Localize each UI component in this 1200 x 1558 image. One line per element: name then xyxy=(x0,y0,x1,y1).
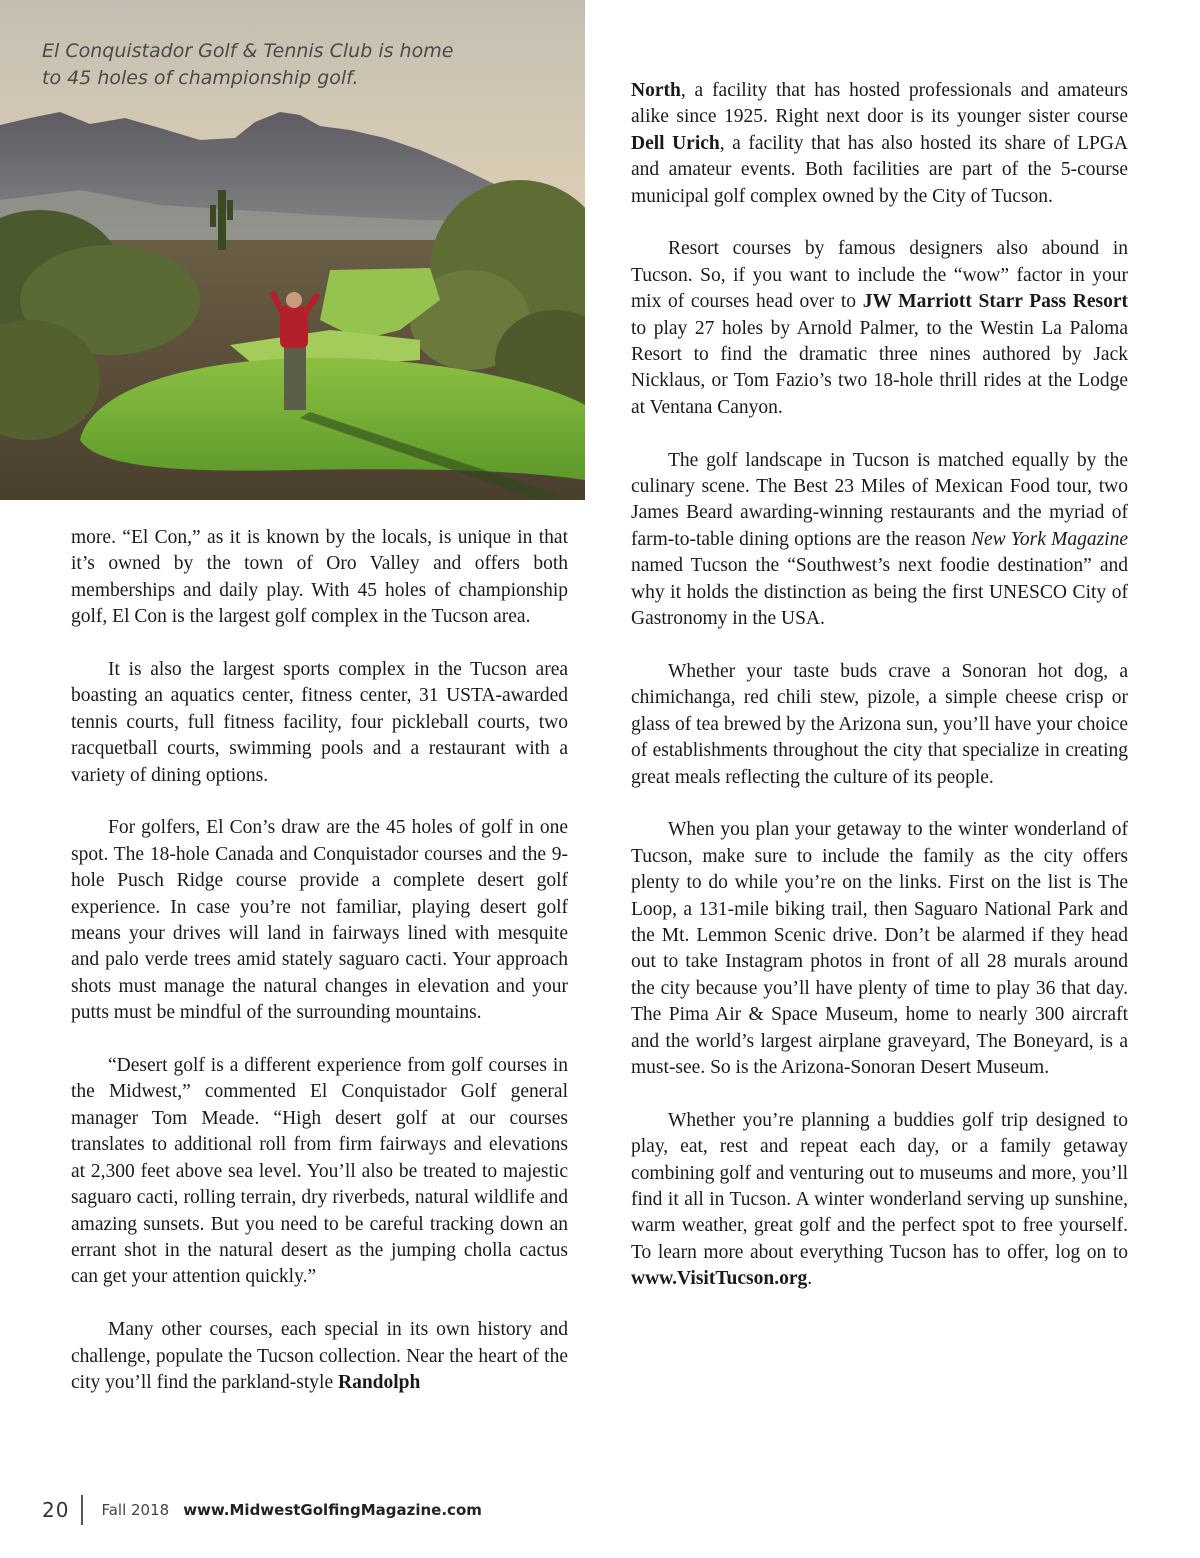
left-paragraph-3: For golfers, El Con’s draw are the 45 holes of golf in one spot. The 18-hole Canada and Conquistador courses and the 9-hole Pusch Ridge course provide a complete desert golf experience. In case you’re not familiar, playing desert golf means your drives will land in fairways lined with mesquite and palo verde trees amid stately saguaro cacti. Your approach shots must manage the natural changes in elevation and your putts must be mindful of the surrounding mountains. xyxy=(71,817,568,1024)
footer-divider xyxy=(81,1495,83,1525)
left-paragraph-1: more. “El Con,” as it is known by the locals, is unique in that it’s owned by the town of Oro Valley and offers both memberships and daily play. With 45 holes of championship golf, El Con is the largest golf complex in the Tucson area. xyxy=(71,527,568,628)
right-paragraph-2 xyxy=(631,236,1128,421)
right-paragraph-2-text-b: to play 27 holes by Arnold Palmer, to the Westin La Paloma Resort to find the dramatic three nines authored by Jack Nicklaus, or Tom Fazio’s two 18-hole thrill rides at the Lodge at Ventana Canyon. xyxy=(631,317,1128,418)
photo-caption: El Conquistador Golf & Tennis Club is home to 45 holes of championship golf. xyxy=(42,40,454,89)
right-paragraph-4: Whether your taste buds crave a Sonoran hot dog, a chimichanga, red chili stew, pizole, a simple cheese crisp or glass of tea brewed by the Arizona sun, you’ll have your choice of establishments throughout the city that specialize in creating great meals reflecting the culture of its people. xyxy=(631,660,1128,788)
right-paragraph-6 xyxy=(631,1108,1128,1293)
right-paragraph-1-text-b: , a facility that has also hosted its share of LPGA and amateur events. Both facilities are part of the 5-course municipal golf complex owned by the City of Tucson. xyxy=(631,132,1128,207)
right-paragraph-5: When you plan your getaway to the winter wonderland of Tucson, make sure to include the family as the city offers plenty to do while you’re on the links. First on the list is The Loop, a 131-mile biking trail, then Saguaro National Park and the Mt. Lemmon Scenic drive. Don’t be alarmed if they head out to take Instagram photos in front of all 28 murals around the city because you’ll have plenty of time to play 36 that day. The Pima Air & Space Museum, home to nearly 300 aircraft and the world’s largest airplane graveyard, The Boneyard, is a must-see. So is the Arizona-Sonoran Desert Museum. xyxy=(631,819,1128,1078)
right-paragraph-1 xyxy=(631,78,1128,210)
right-paragraph-6-end: . xyxy=(807,1268,813,1290)
page-footer xyxy=(42,1494,482,1526)
right-paragraph-3-text-b: named Tucson the “Southwest’s next foodie destination” and why it holds the distinction as being the first UNESCO City of Gastronomy in the USA. xyxy=(631,555,1128,630)
randolph-name: Randolph xyxy=(337,1371,421,1393)
visit-tucson-link[interactable]: www.VisitTucson.org xyxy=(631,1268,808,1290)
right-paragraph-3-text-a: The golf landscape in Tucson is matched equally by the culinary scene. The Best 23 Miles of Mexican Food tour, two James Beard awarding-winning restaurants and the myriad of farm-to-table dining options are the reason xyxy=(631,449,1128,550)
randolph-north-name: North xyxy=(631,80,681,101)
right-paragraph-3 xyxy=(631,448,1128,633)
golf-course-photo xyxy=(0,0,585,500)
issue-label: Fall 2018 xyxy=(101,1501,170,1519)
right-paragraph-2-text-a: Resort courses by famous designers also abound in Tucson. So, if you want to include the “wow” factor in your mix of courses head over to xyxy=(631,238,1128,313)
left-column xyxy=(71,525,568,1396)
left-paragraph-5 xyxy=(71,1317,568,1396)
website-link[interactable]: www.MidwestGolfingMagazine.com xyxy=(183,1501,482,1519)
dell-urich-name: Dell Urich xyxy=(631,132,720,154)
left-paragraph-5-text: Many other courses, each special in its own history and challenge, populate the Tucson collection. Near the heart of the city you’ll find the parkland-style xyxy=(71,1319,568,1393)
page-number: 20 xyxy=(42,1498,70,1522)
left-paragraph-4: “Desert golf is a different experience from golf courses in the Midwest,” commented El Conquistador Golf general manager Tom Meade. “High desert golf at our courses translates to additional roll from firm fairways and elevations at 2,300 feet above sea level. You’ll also be treated to majestic saguaro cacti, rolling terrain, dry riverbeds, natural wildlife and amazing sunsets. But you need to be careful tracking down an errant shot in the natural desert as the jumping cholla cactus can get your attention quickly.” xyxy=(71,1055,568,1288)
left-paragraph-2: It is also the largest sports complex in the Tucson area boasting an aquatics center, fitness center, 31 USTA-awarded tennis courts, full fitness facility, four pickleball courts, two racquetball courts, swimming pools and a restaurant with a variety of dining options. xyxy=(71,659,568,786)
magazine-title: New York Magazine xyxy=(970,528,1129,550)
right-paragraph-1-text-a: , a facility that has hosted professionals and amateurs alike since 1925. Right next door is its younger sister course xyxy=(631,80,1128,128)
right-column xyxy=(631,78,1128,1293)
jw-marriott-name: JW Marriott Starr Pass Resort xyxy=(862,291,1128,313)
right-paragraph-6-text: Whether you’re planning a buddies golf trip designed to play, eat, rest and repeat each day, or a family getaway combining golf and venturing out to museums and more, you’ll find it all in Tucson. A winter wonderland serving up sunshine, warm weather, great golf and the perfect spot to free yourself. To learn more about everything Tucson has to offer, log on to xyxy=(631,1109,1128,1263)
